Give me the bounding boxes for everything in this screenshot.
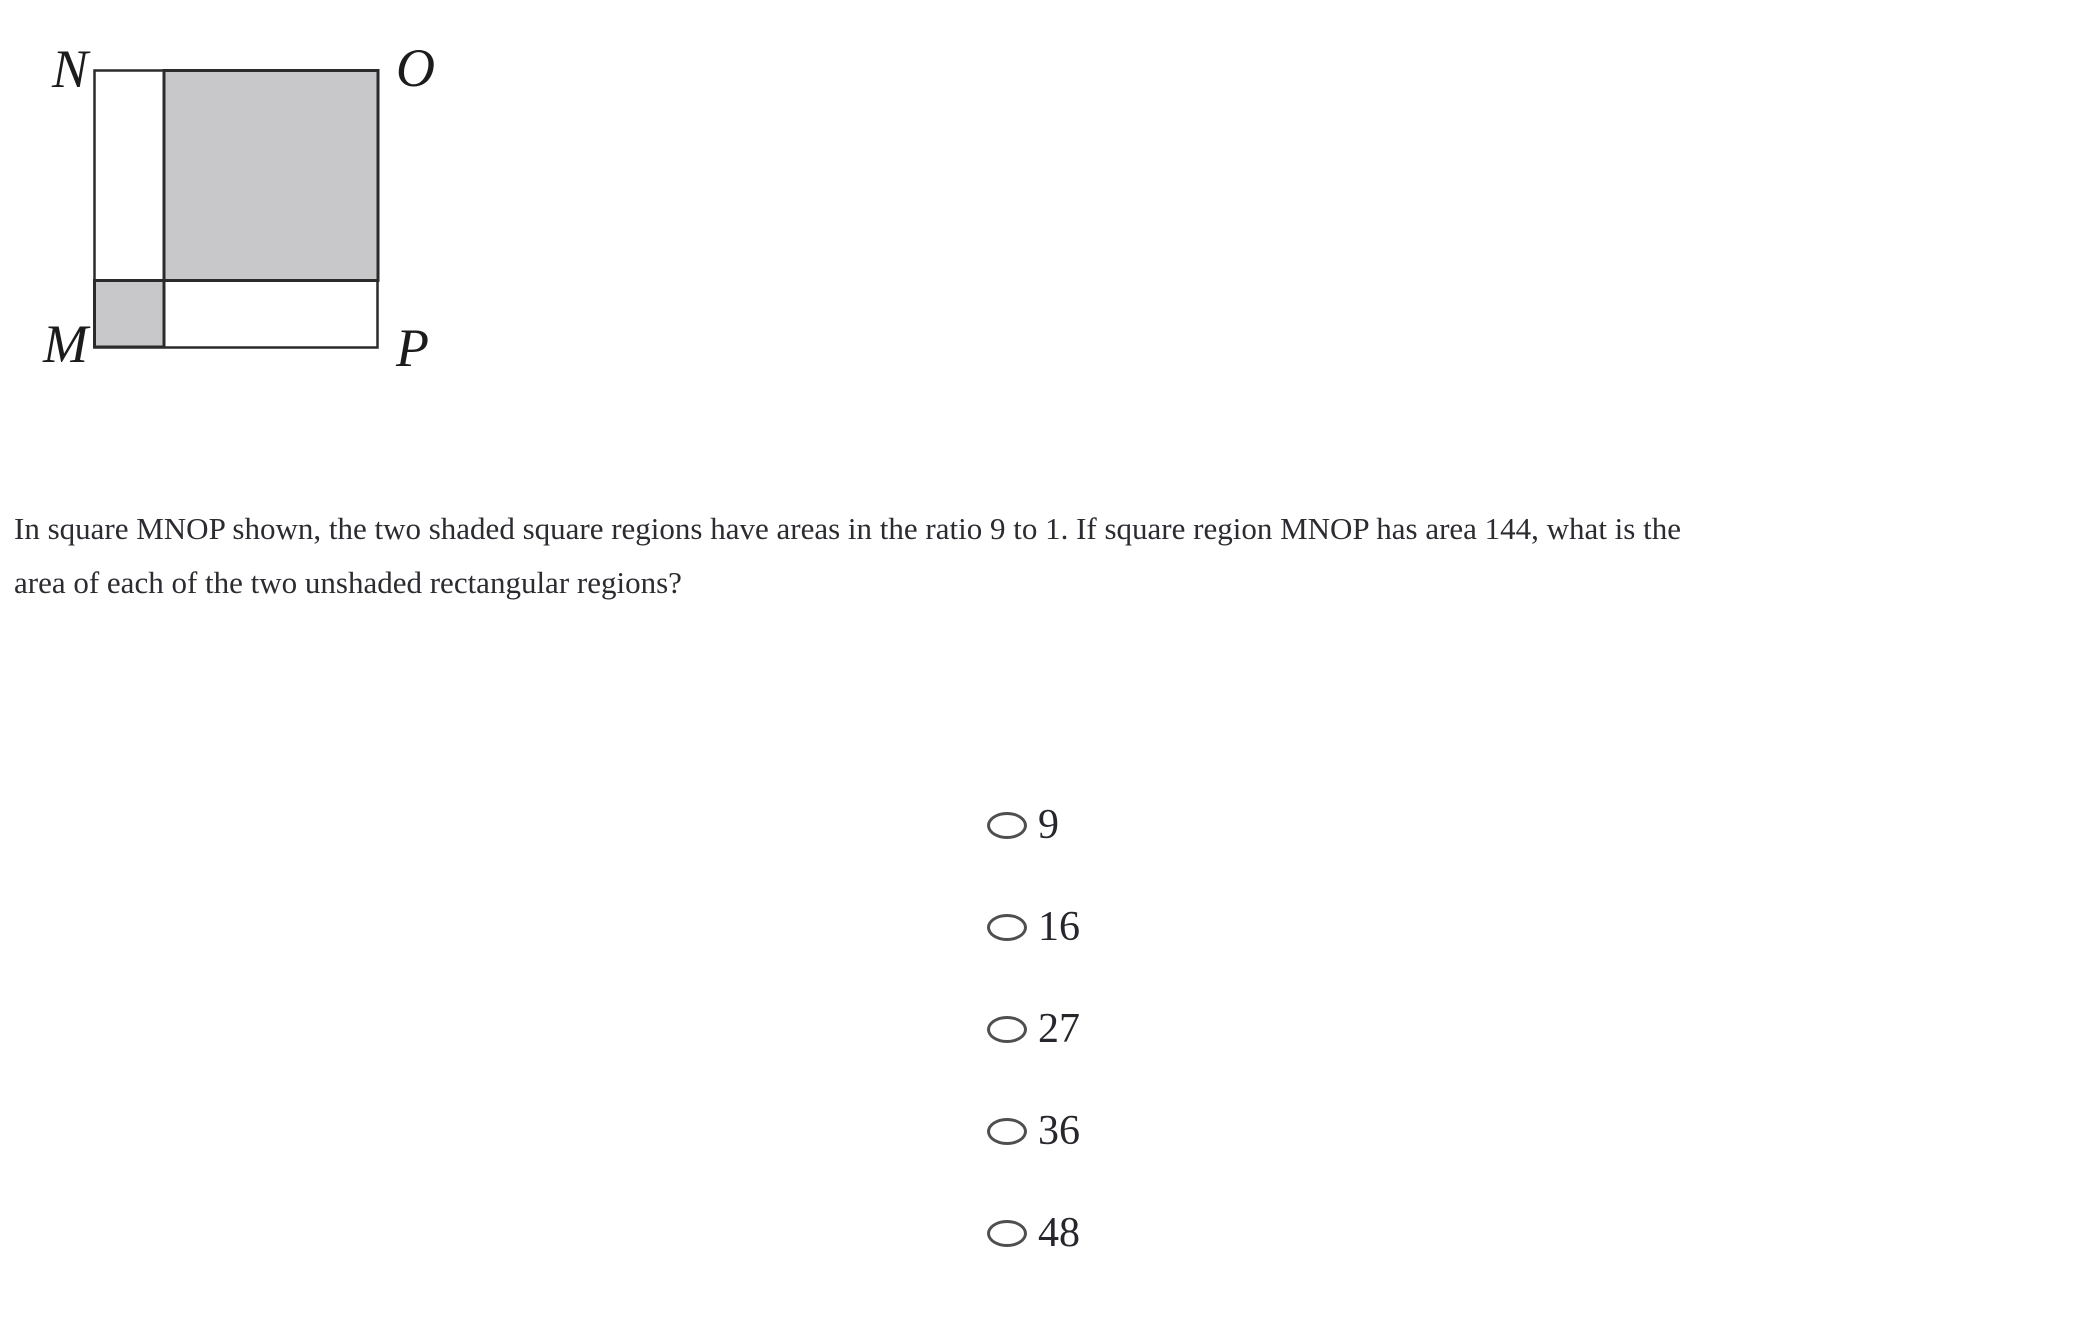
answer-options-list: [987, 802, 1080, 1315]
answer-option-label: 16: [1038, 904, 1080, 950]
radio-button-icon[interactable]: [987, 1118, 1027, 1145]
shaded-square-small: [95, 281, 165, 348]
vertex-label-m: M: [43, 314, 88, 374]
question-text: [14, 502, 2074, 610]
radio-button-icon[interactable]: [987, 914, 1027, 941]
mnop-square-figure: [0, 0, 490, 420]
figure-canvas: [0, 0, 490, 420]
question-text-line1: In square MNOP shown, the two shaded square regions have areas in the ratio 9 to 1. If square region MNOP has area 144, what is the: [14, 511, 1681, 546]
answer-option-label: 36: [1038, 1108, 1080, 1154]
vertex-label-n: N: [51, 39, 88, 99]
vertex-label-o: O: [396, 38, 435, 98]
question-text-line2: area of each of the two unshaded rectangular regions?: [14, 565, 682, 600]
answer-option-3[interactable]: [987, 1006, 1080, 1052]
shaded-square-large: [164, 71, 378, 281]
answer-option-label: 48: [1038, 1210, 1080, 1256]
answer-option-2[interactable]: [987, 904, 1080, 950]
answer-option-1[interactable]: [987, 802, 1080, 848]
vertex-label-p: P: [396, 318, 429, 378]
answer-option-5[interactable]: [987, 1210, 1080, 1256]
radio-button-icon[interactable]: [987, 1220, 1027, 1247]
answer-option-4[interactable]: [987, 1108, 1080, 1154]
radio-button-icon[interactable]: [987, 812, 1027, 839]
radio-button-icon[interactable]: [987, 1016, 1027, 1043]
answer-option-label: 27: [1038, 1006, 1080, 1052]
answer-option-label: 9: [1038, 802, 1059, 848]
